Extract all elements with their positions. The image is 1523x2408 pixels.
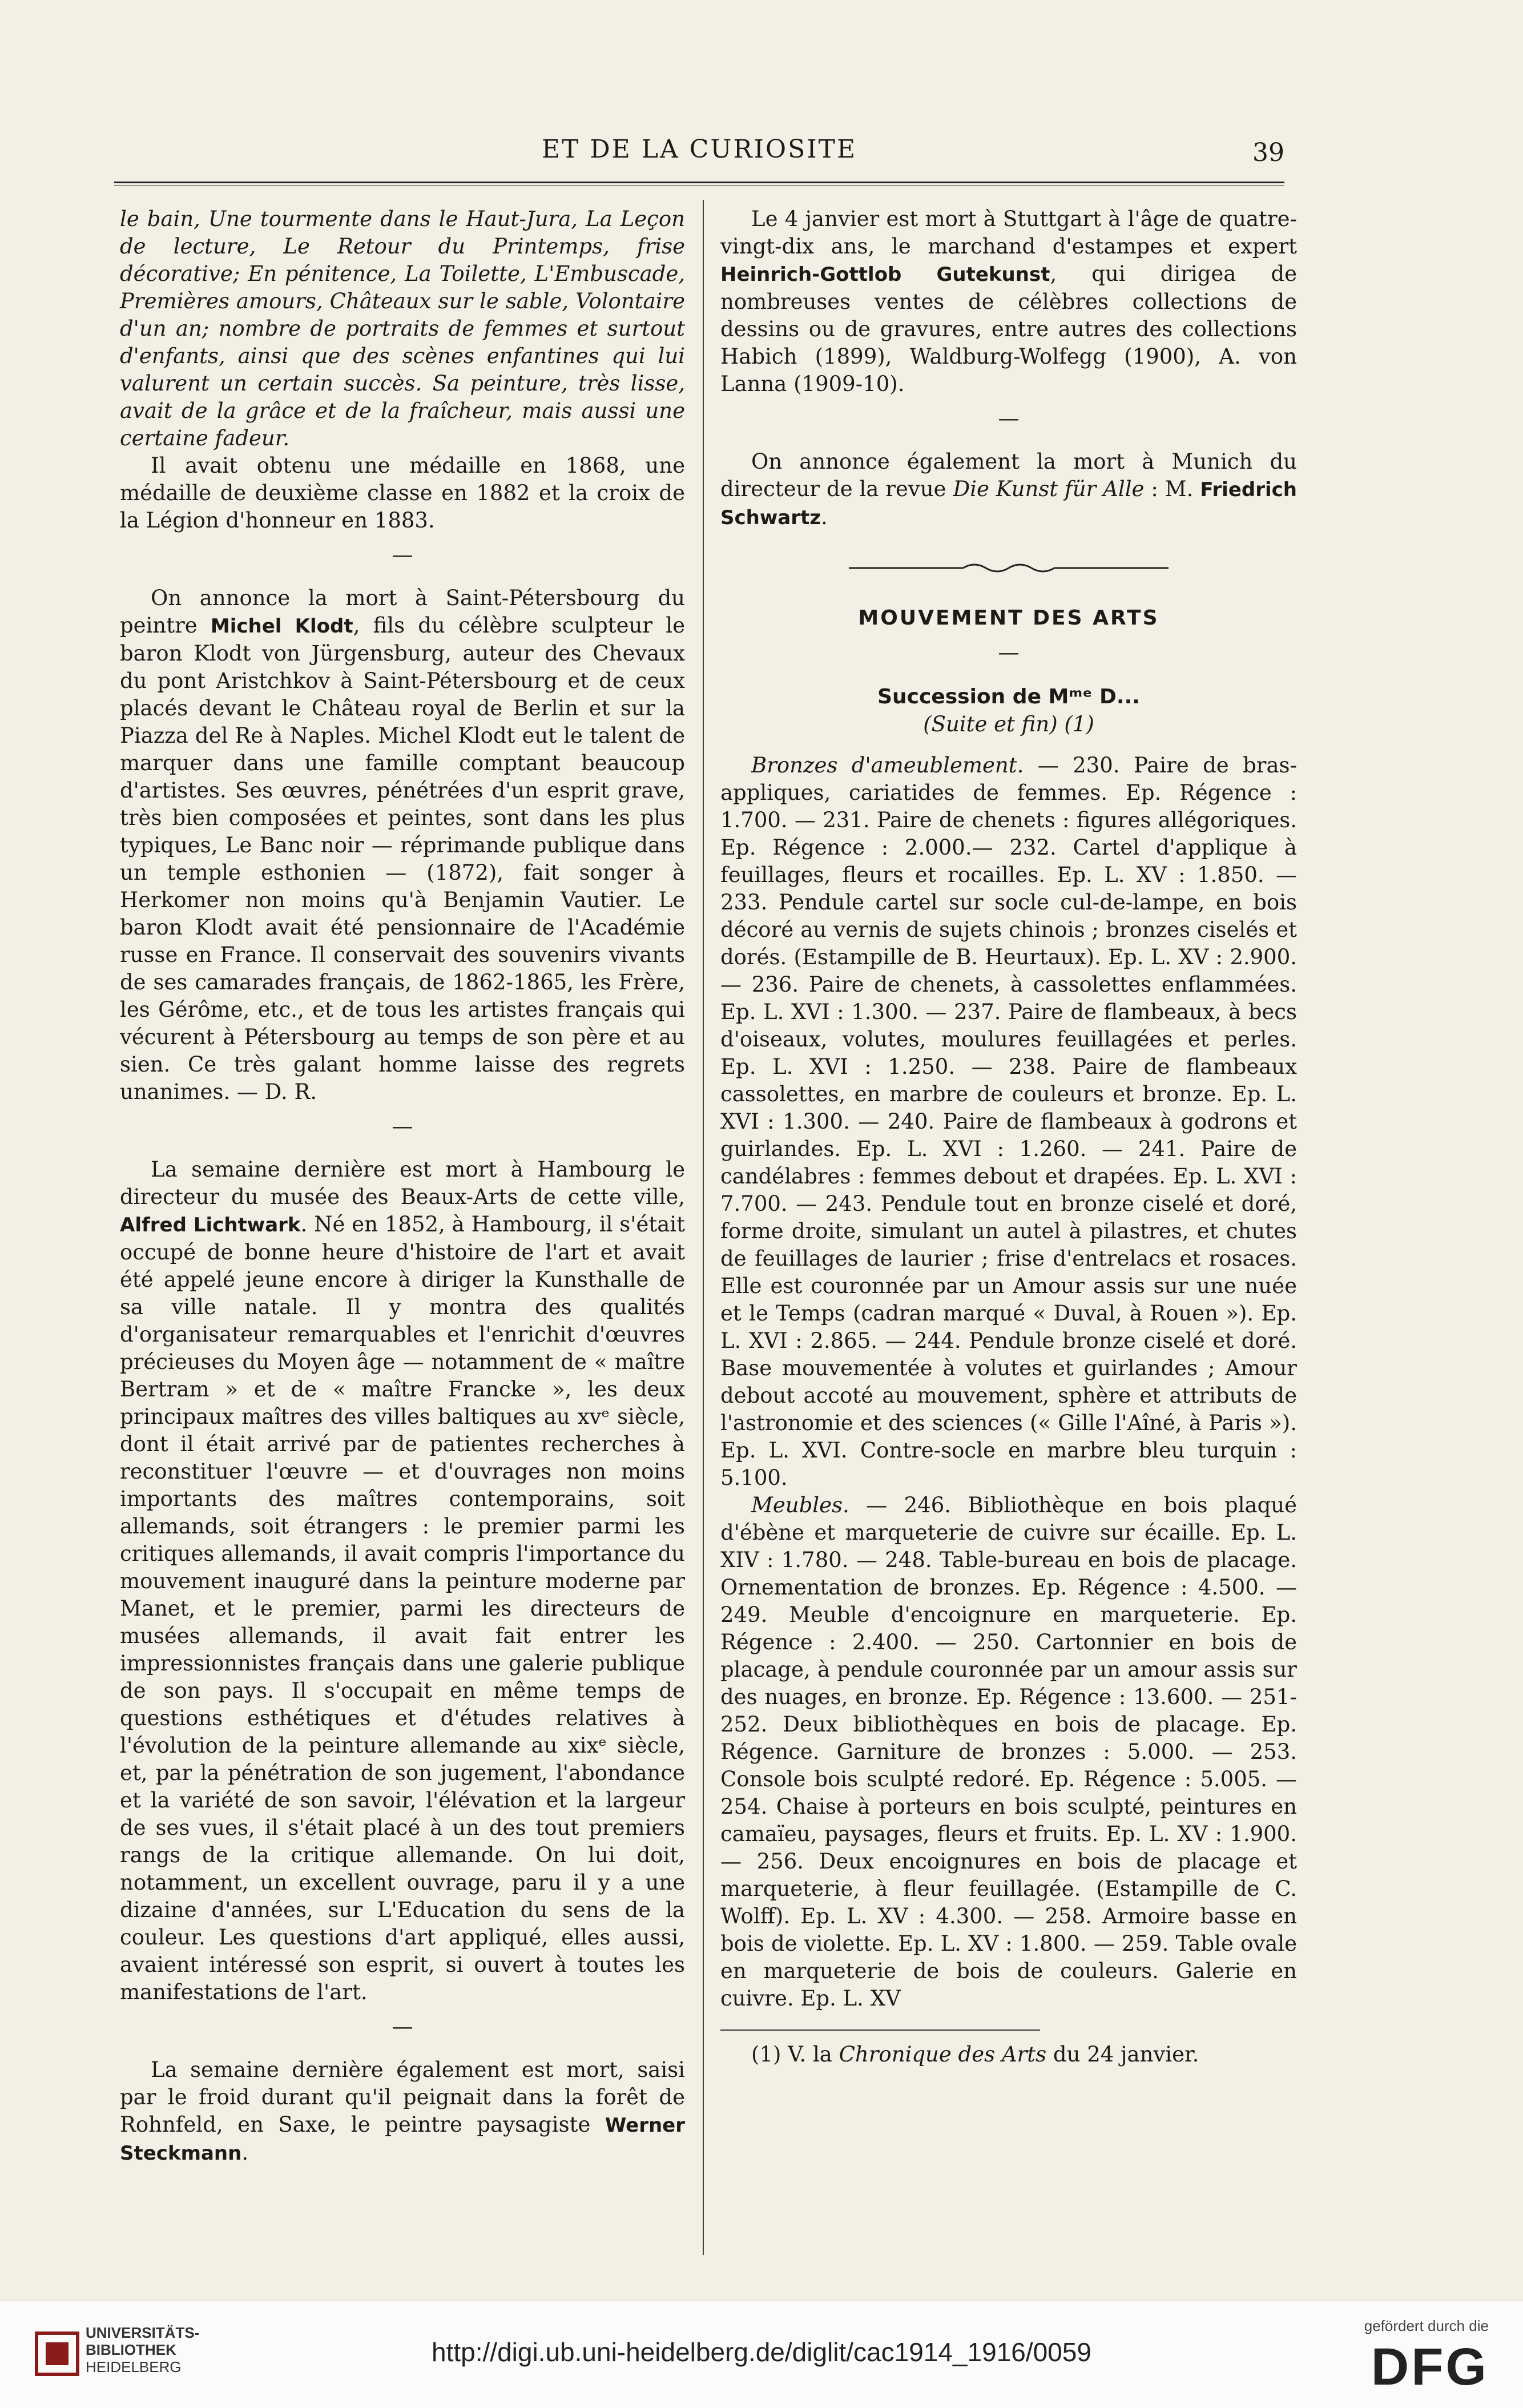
sale-title: Succession de Mᵐᵉ D... [877, 685, 1140, 708]
source-url-link[interactable]: http://digi.ub.uni-heidelberg.de/diglit/cac1914_1916/0059 [432, 2337, 1091, 2367]
ornament-icon [849, 561, 1169, 575]
header-rule [114, 182, 1284, 183]
text-fragment: du 24 janvier. [1046, 2042, 1199, 2067]
paragraph-klodt [120, 585, 685, 1106]
separator-dash: — [998, 406, 1020, 430]
funder-text: gefördert durch die [1364, 2317, 1489, 2334]
digitization-footer [0, 2301, 1523, 2408]
institution-line: BIBLIOTHEK [86, 2341, 176, 2358]
separator-dash: — [392, 2014, 413, 2039]
text-fragment: (1) V. la [751, 2042, 839, 2067]
separator-dash: — [998, 640, 1020, 665]
page-number: 39 [1252, 138, 1284, 167]
footnote [720, 2041, 1297, 2068]
text-fragment: La semaine dernière également est mort, saisi par le froid durant qu'il peignait dans la forêt de Rohnfeld, en Saxe, le peintre paysagiste [120, 2057, 685, 2137]
person-name: Michel Klodt [210, 615, 353, 638]
paragraph-works: le bain, Une tourmente dans le Haut-Jura, La Leçon de lecture, Le Retour du Printemps, frise décorative; En pénitence, La Toilette, L'Embuscade, Premières amours, Châteaux sur le sable, Volontaire d'un an; nombre de portraits de femmes et surtout d'enfants, ainsi que des scènes enfantines qui lui valurent un certain succès. Sa peinture, très lisse, avait de la grâce et de la fraîcheur, mais aussi une certaine fadeur. [120, 207, 685, 450]
text-fragment: : M. [1144, 477, 1200, 501]
journal-title: Chronique des Arts [839, 2042, 1047, 2067]
paragraph-awards: Il avait obtenu une médaille en 1868, une médaille de deuxième classe en 1882 et la croix de la Légion d'honneur en 1883. [120, 453, 685, 533]
dfg-logo: DFG [1371, 2338, 1489, 2396]
person-name: Friedrich Schwartz [720, 478, 1297, 529]
column-divider [703, 200, 704, 2255]
text-fragment: — 230. Paire de bras-appliques, cariatides de femmes. Ep. Régence : 1.700. — 231. Paire de chenets : figures allégoriques. Ep. Régence : 2.000.— 232. Cartel d'applique à feuillages, fleurs et rocailles. Ep. L. XV : 1.850. — 233. Pendule cartel sur socle cul-de-lampe, en bois décoré au vernis de sujets chinois ; bronzes ciselés et dorés. (Estampille de B. Heurtaux). Ep. L. XV : 2.900. — 236. Paire de chenets, à cassolettes enflammées. Ep. L. XVI : 1.300. — 237. Paire de flambeaux, à becs d'oiseaux, volutes, moulures feuillagées et perles. Ep. L. XVI : 1.250. — 238. Paire de flambeaux cassolettes, en marbre de couleurs et bronze. Ep. L. XVI : 1.300. — 240. Paire de flambeaux à godrons et guirlandes. Ep. L. XVI : 1.260. — 241. Paire de candélabres : femmes debout et drapées. Ep. L. XVI : 7.700. — 243. Pendule tout en bronze ciselé et doré, forme droite, simulant un autel à pilastres, et chutes de feuillages de laurier ; frise d'entrelacs et rosaces. Elle est couronnée par un Amour assis sur une nuée et le Temps (cadran marqué « Duval, à Rouen »). Ep. L. XVI : 2.865. — 244. Pendule bronze ciselé et doré. Base mouvementée à volutes et guirlandes ; Amour debout accoté au mouvement, sphère et attributs de l'astronomie et des sciences (« Gille l'Aîné, à Paris »). Ep. L. XVI. Contre-socle en marbre bleu turquin : 5.100. [720, 753, 1297, 1490]
text-fragment: , qui dirigea de nombreuses ventes de célèbres collections de dessins ou de gravures, entre autres des collections Habich (1899), Waldburg-Wolfegg (1900), A. von Lanna (1909-10). [720, 261, 1298, 396]
paragraph-gutekunst [720, 206, 1297, 398]
journal-title: Die Kunst für Alle [953, 477, 1145, 501]
left-column [120, 206, 685, 2167]
paragraph-schwartz [720, 448, 1297, 531]
person-name: Werner Steckmann [120, 2114, 685, 2165]
paragraph-bronzes [720, 752, 1297, 1492]
text-fragment: Le 4 janvier est mort à Stuttgart à l'âge de quatre-vingt-dix ans, le marchand d'estampes et expert [720, 207, 1297, 259]
paragraph-steckmann [120, 2056, 685, 2167]
section-title: MOUVEMENT DES ARTS [858, 606, 1159, 630]
institution-line: UNIVERSITÄTS- [86, 2324, 200, 2341]
category-lead: Bronzes d'ameublement. [751, 753, 1024, 778]
text-fragment: On annonce la mort à Saint-Pétersbourg du peintre [120, 586, 685, 638]
ornament-divider [720, 554, 1297, 582]
text-fragment: . Né en 1852, à Hambourg, il s'était occupé de bonne heure d'histoire de l'art et avait été appelé jeune encore à diriger la Kunsthalle de sa ville natale. Il y montra des qualités d'organisateur remarquables et l'enrichit d'œuvres précieuses du Moyen âge — notamment de « maître Bertram » et de « maître Francke », les deux principaux maîtres des villes baltiques au xvᵉ siècle, dont il était arrivé par de patientes recherches à reconstituer l'œuvre — et d'ouvrages non moins importants des maîtres contemporains, soit allemands, soit étrangers : le premier parmi les critiques allemands, il avait compris l'importance du mouvement inauguré dans la peinture moderne par Manet, et le premier, parmi les directeurs de musées allemands, il avait fait entrer les impressionnistes français dans une galerie publique de son pays. Il s'occupait en même temps de questions esthétiques et d'études relatives à l'évolution de la peinture allemande au xixᵉ siècle, et, par la pénétration de son jugement, l'abondance et la variété de son savoir, l'élévation et la largeur de ses vues, il s'était placé à un des tout premiers rangs de la critique allemande. On lui doit, notamment, un excellent ouvrage, paru il y a une dizaine d'années, sur L'Education du sens de la couleur. Les questions d'art appliqué, elles aussi, avaient intéressé son esprit, si ouvert à toutes les manifestations de l'art. [120, 1212, 685, 2004]
running-title: ET DE LA CURIOSITE [541, 135, 857, 164]
separator-dash: — [392, 542, 413, 567]
text-fragment: , fils du célèbre sculpteur le baron Klodt von Jürgensburg, auteur des Chevaux du pont Aristchkov à Saint-Pétersbourg et de ceux placés devant le Château royal de Berlin et sur la Piazza del Re à Naples. Michel Klodt eut le talent de marquer dans une famille comptant beaucoup d'artistes. Ses œuvres, pénétrées d'un esprit grave, très bien composées et peintes, sont dans les plus typiques, Le Banc noir — réprimande publique dans un temple esthonien — (1872), fait songer à Herkomer non moins qu'à Benjamin Vautier. Le baron Klodt avait été pensionnaire de l'Académie russe en France. Il conservait des souvenirs vivants de ses camarades français, de 1862-1865, les Frère, les Gérôme, etc., et de tous les artistes français qui vécurent à Pétersbourg au temps de son père et au sien. Ce très galant homme laisse des regrets unanimes. — D. R. [120, 613, 685, 1104]
person-name: Alfred Lichtwark [120, 1214, 301, 1237]
paragraph-lichtwark [120, 1156, 685, 2006]
institution-line: HEIDELBERG [86, 2358, 182, 2375]
text-fragment: La semaine dernière est mort à Hambourg le directeur du musée des Beaux-Arts de cette ville, [120, 1157, 685, 1209]
text-fragment: . [821, 505, 828, 529]
person-name: Heinrich-Gottlob Gutekunst [720, 263, 1050, 286]
category-lead: Meubles. [751, 1493, 849, 1517]
right-column [720, 206, 1297, 2068]
text-fragment: On annonce également la mort à Munich du directeur de la revue [720, 449, 1297, 501]
page-header [114, 135, 1284, 169]
text-fragment: — 246. Bibliothèque en bois plaqué d'ébène et marqueterie de cuivre sur écaille. Ep. L. XIV : 1.780. — 248. Table-bureau en bois de placage. Ornementation de bronzes. Ep. Régence : 4.500. — 249. Meuble d'encoignure en marqueterie. Ep. Régence : 2.400. — 250. Cartonnier en bois de placage, à pendule couronnée par un amour assis sur des nuages, en bronze. Ep. Régence : 13.600. — 251-252. Deux bibliothèques en bois de placage. Ep. Régence. Garniture de bronzes : 5.000. — 253. Console bois sculpté redoré. Ep. Régence : 5.005. — 254. Chaise à porteurs en bois sculpté, peintures en camaïeu, paysages, fleurs et fruits. Ep. L. XV : 1.900. — 256. Deux encoignures en bois de placage et marqueterie, à fleur feuillagée. (Estampille de C. Wolff). Ep. L. XV : 4.300. — 258. Armoire basse en bois de violette. Ep. L. XV : 1.800. — 259. Table ovale en marqueterie de bois de couleurs. Galerie en cuivre. Ep. L. XV [720, 1493, 1297, 2011]
paragraph-meubles [720, 1492, 1297, 2012]
footnote-rule [720, 2030, 1040, 2031]
text-fragment: . [241, 2140, 249, 2165]
sale-note: (Suite et fin) (1) [923, 712, 1094, 736]
separator-dash: — [392, 1114, 413, 1138]
